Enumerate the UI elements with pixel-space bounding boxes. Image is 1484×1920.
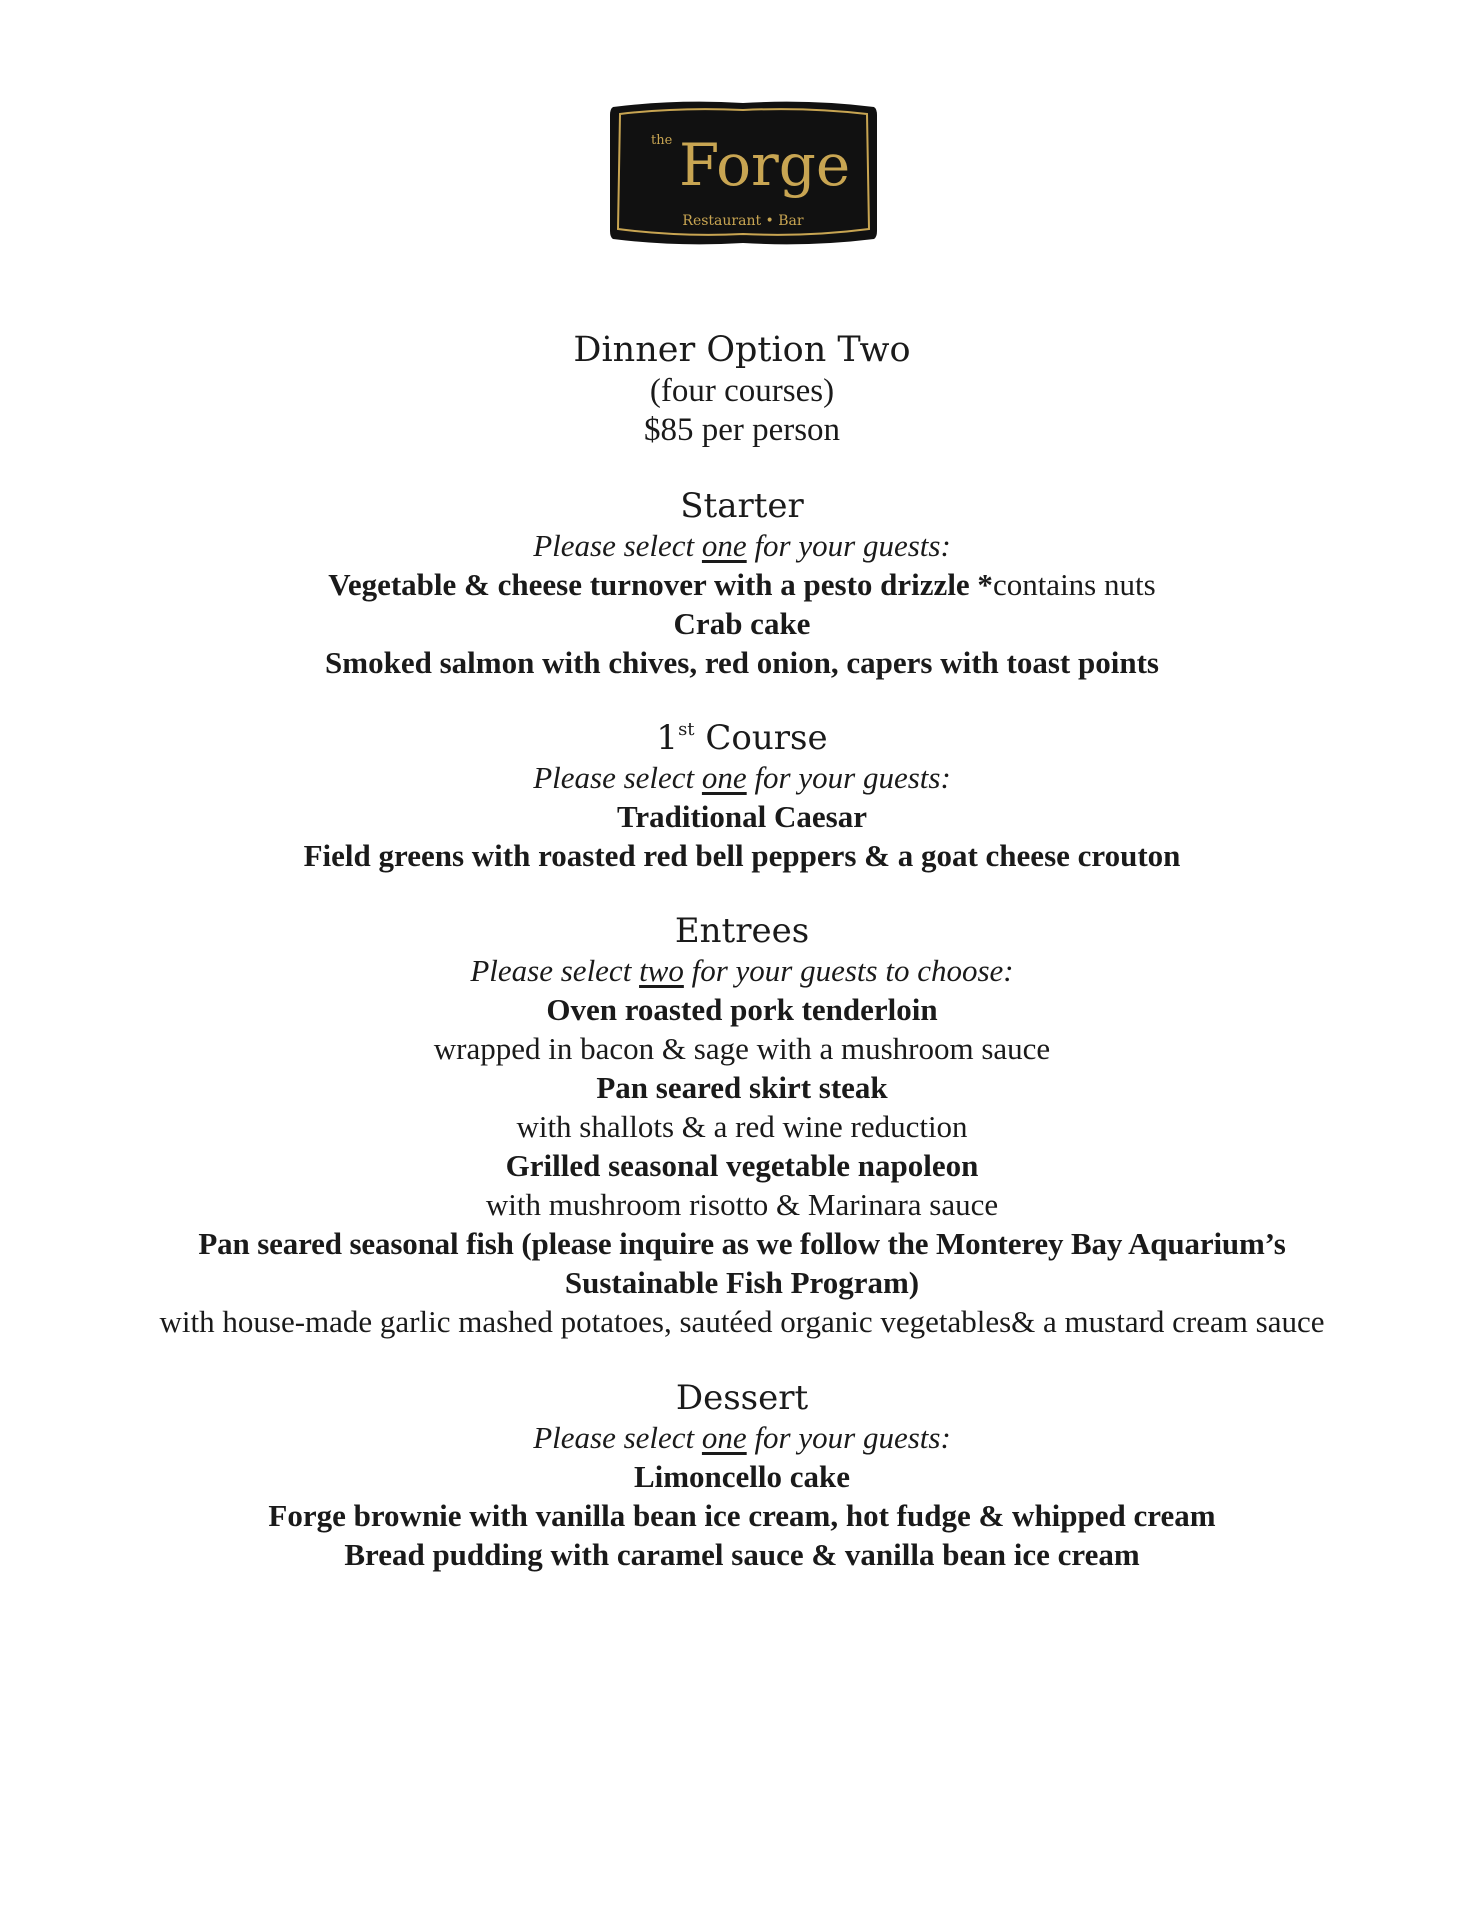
menu-item: Oven roasted pork tenderloin: [546, 992, 938, 1027]
logo-tagline: Restaurant • Bar: [682, 213, 804, 229]
price: $85 per person: [643, 412, 841, 448]
menu-item: Field greens with roasted red bell peppers & a goat cheese crouton: [303, 838, 1181, 873]
menu-item-description: with shallots & a red wine reduction: [516, 1109, 968, 1144]
allergen-note: contains nuts: [992, 567, 1156, 602]
menu-item: Pan seared skirt steak: [596, 1070, 888, 1105]
menu-item-description: wrapped in bacon & sage with a mushroom sauce: [433, 1031, 1051, 1066]
menu-item: Crab cake: [673, 606, 811, 641]
menu-item: Grilled seasonal vegetable napoleon: [505, 1148, 979, 1183]
starter-section: [0, 485, 1484, 682]
menu-item: Forge brownie with vanilla bean ice cream, hot fudge & whipped cream: [268, 1498, 1216, 1533]
selection-instruction: Please select one for your guests:: [533, 760, 951, 795]
logo-badge: [607, 97, 880, 249]
first-course-section: [0, 717, 1484, 875]
dessert-section: [0, 1377, 1484, 1574]
menu-title: Dinner Option Two: [573, 330, 911, 370]
section-heading: Dessert: [675, 1378, 809, 1418]
entrees-section: [0, 910, 1484, 1341]
course-count: (four courses): [649, 373, 835, 409]
menu: [0, 328, 1484, 1574]
logo-name: Forge: [679, 131, 851, 199]
menu-item: Vegetable & cheese turnover with a pesto drizzle *contains nuts: [328, 567, 1156, 602]
section-heading: Entrees: [674, 911, 810, 951]
menu-item: Bread pudding with caramel sauce & vanilla bean ice cream: [344, 1537, 1140, 1572]
selection-instruction: Please select one for your guests:: [533, 528, 951, 563]
menu-item-continued: Sustainable Fish Program): [564, 1265, 920, 1300]
menu-item-description: with mushroom risotto & Marinara sauce: [485, 1187, 999, 1222]
menu-item: Limoncello cake: [633, 1459, 851, 1494]
menu-item-description: with house-made garlic mashed potatoes, sautéed organic vegetables& a mustard cream sauce: [159, 1304, 1325, 1339]
menu-item: Pan seared seasonal fish (please inquire as we follow the Monterey Bay Aquarium’s: [198, 1226, 1286, 1261]
logo-the: the: [651, 133, 673, 148]
forge-logo: [607, 97, 880, 249]
section-heading: 1st Course: [656, 718, 828, 758]
section-heading: Starter: [680, 486, 804, 526]
menu-item: Traditional Caesar: [617, 799, 867, 834]
selection-instruction: Please select two for your guests to choose:: [470, 953, 1014, 988]
menu-item: Smoked salmon with chives, red onion, capers with toast points: [325, 645, 1159, 680]
selection-instruction: Please select one for your guests:: [533, 1420, 951, 1455]
